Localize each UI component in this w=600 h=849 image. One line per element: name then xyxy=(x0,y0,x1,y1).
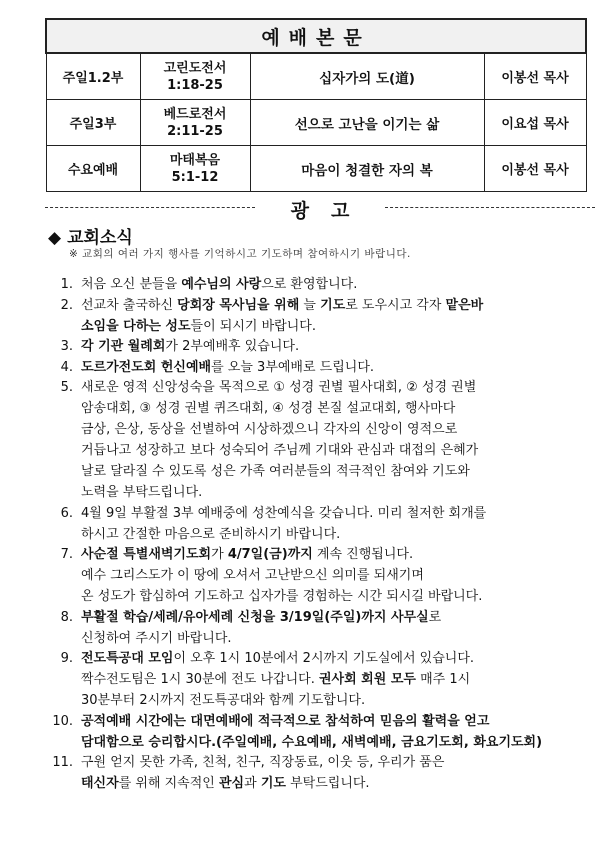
scripture-cell xyxy=(140,53,250,100)
emphasis-text: 4/7일(금)까지 xyxy=(227,547,313,562)
body-text: 부탁드립니다. xyxy=(285,776,370,791)
item-line xyxy=(81,690,474,711)
item-line xyxy=(81,648,474,669)
body-text: 4월 9일 부활절 3부 예배중에 성찬예식을 갖습니다. 미리 철저한 회개를 xyxy=(81,506,487,521)
item-line xyxy=(81,503,486,524)
item-text xyxy=(81,648,474,711)
item-text xyxy=(81,607,441,649)
church-news-title: 교회소식 xyxy=(67,228,133,248)
announcements-title: 광고 xyxy=(290,200,372,222)
item-number: 6. xyxy=(60,506,73,521)
emphasis-text: 관심 xyxy=(219,776,245,791)
scripture-verse: 5:1-12 xyxy=(171,169,219,185)
body-text: 신청하여 주시기 바랍니다. xyxy=(81,631,232,646)
dashed-divider-left xyxy=(45,207,255,208)
announcement-item xyxy=(46,544,594,607)
announcement-item xyxy=(46,295,594,337)
item-line xyxy=(81,544,482,565)
body-text: 30분부터 2시까지 전도특공대와 함께 기도합니다. xyxy=(81,693,366,708)
scripture-book: 베드로전서 xyxy=(163,106,227,122)
body-text: 온 성도가 합심하여 기도하고 십자가를 경험하는 시간 되시길 바랍니다. xyxy=(81,589,483,604)
body-text: 가 xyxy=(211,547,228,562)
preacher-name: 이봉선 목사 xyxy=(484,146,586,192)
body-text: 매주 1시 xyxy=(415,672,471,687)
body-text: 늘 xyxy=(299,298,321,313)
sermon-row xyxy=(46,100,586,146)
church-news-heading xyxy=(48,223,133,248)
announcement-item xyxy=(46,503,594,545)
scripture-cell xyxy=(140,146,250,192)
body-text: 가 2부예배후 있습니다. xyxy=(165,339,300,354)
item-text xyxy=(81,295,483,337)
announcement-item xyxy=(46,336,594,357)
item-number: 3. xyxy=(60,339,73,354)
emphasis-text: 전도특공대 모임 xyxy=(81,651,174,666)
item-number: 2. xyxy=(60,298,73,313)
item-text xyxy=(81,336,299,357)
announcement-item xyxy=(46,377,594,503)
announcement-item xyxy=(46,711,594,753)
scripture-verse: 2:11-25 xyxy=(167,123,223,139)
announcement-item xyxy=(46,752,594,794)
item-line xyxy=(81,607,441,628)
body-text: 를 위해 지속적인 xyxy=(118,776,219,791)
item-line xyxy=(81,419,478,440)
item-line xyxy=(81,482,478,503)
body-text: 처음 오신 분들을 xyxy=(81,277,182,292)
body-text: 계속 진행됩니다. xyxy=(312,547,414,562)
service-name: 주일1.2부 xyxy=(46,53,140,100)
item-text xyxy=(81,377,478,503)
item-number: 7. xyxy=(60,547,73,562)
item-number: 9. xyxy=(60,651,73,666)
dashed-divider-right xyxy=(385,207,595,208)
item-line xyxy=(81,295,483,316)
scripture-verse: 1:18-25 xyxy=(167,77,223,93)
item-line xyxy=(81,357,374,378)
item-line xyxy=(81,274,357,295)
item-line xyxy=(81,398,478,419)
announcement-item xyxy=(46,274,594,295)
emphasis-text: 기도 xyxy=(320,298,346,313)
emphasis-text: 부활절 학습/세례/유아세례 신청을 3/19일(주일)까지 사무실 xyxy=(81,610,429,625)
body-text: 들이 되시기 바랍니다. xyxy=(190,319,316,334)
scripture-book: 마태복음 xyxy=(169,152,221,168)
preacher-name: 이요섭 목사 xyxy=(484,100,586,146)
body-text: 으로 환영합니다. xyxy=(261,277,358,292)
emphasis-text: 당회장 목사님을 위해 xyxy=(177,298,300,313)
emphasis-text: 권사회 회원 모두 xyxy=(318,672,416,687)
announcement-item xyxy=(46,607,594,649)
body-text: 하시고 간절한 마음으로 준비하시기 바랍니다. xyxy=(81,527,341,542)
emphasis-text: 각 기관 월례회 xyxy=(81,339,166,354)
item-line xyxy=(81,565,482,586)
body-text: 이 오후 1시 10분에서 2시까지 기도실에서 있습니다. xyxy=(173,651,475,666)
body-text: 새로운 영적 신앙성숙을 목적으로 ① 성경 권별 필사대회, ② 성경 권별 xyxy=(81,380,477,395)
item-text xyxy=(81,274,357,295)
announcement-item xyxy=(46,357,594,378)
sermon-table-header: 예배본문 xyxy=(46,19,586,53)
diamond-bullet-icon: ◆ xyxy=(48,228,62,248)
item-line xyxy=(81,586,482,607)
body-text: 거듭나고 성장하고 보다 성숙되어 주님께 기대와 관심과 대접의 은혜가 xyxy=(81,443,479,458)
body-text: 로 도우시고 각자 xyxy=(345,298,446,313)
item-line xyxy=(81,377,478,398)
item-line xyxy=(81,669,474,690)
service-name: 수요예배 xyxy=(46,146,140,192)
body-text: 금상, 은상, 동상을 선별하여 시상하겠으니 각자의 신앙이 영적으로 xyxy=(81,422,458,437)
item-text xyxy=(81,544,482,607)
body-text: 구원 얻지 못한 가족, 친척, 친구, 직장동료, 이웃 등, 우리가 품은 xyxy=(81,755,445,770)
service-name: 주일3부 xyxy=(46,100,140,146)
body-text: 예수 그리스도가 이 땅에 오셔서 고난받으신 의미를 되새기며 xyxy=(81,568,424,583)
emphasis-text: 태신자 xyxy=(81,776,119,791)
body-text: 로 xyxy=(428,610,442,625)
announcements-header xyxy=(45,196,585,222)
sermon-title: 십자가의 도(道) xyxy=(250,53,484,100)
item-number: 8. xyxy=(60,610,73,625)
item-line xyxy=(81,461,478,482)
item-number: 1. xyxy=(60,277,73,292)
body-text: 암송대회, ③ 성경 권별 퀴즈대회, ④ 성경 본질 설교대회, 행사마다 xyxy=(81,401,456,416)
item-text xyxy=(81,357,374,378)
sermon-row xyxy=(46,146,586,192)
item-number: 11. xyxy=(52,755,73,770)
item-number: 5. xyxy=(60,380,73,395)
sermon-row xyxy=(46,53,586,100)
body-text: 노력을 부탁드립니다. xyxy=(81,485,203,500)
emphasis-text: 기도 xyxy=(260,776,286,791)
item-text xyxy=(81,711,542,753)
church-news-note: ※ 교회의 여러 가지 행사를 기억하시고 기도하며 참여하시기 바랍니다. xyxy=(69,248,411,260)
item-line xyxy=(81,711,542,732)
preacher-name: 이봉선 목사 xyxy=(484,53,586,100)
emphasis-text: 예수님의 사랑 xyxy=(181,277,262,292)
body-text: 날로 달라질 수 있도록 성은 가족 여러분들의 적극적인 참여와 기도와 xyxy=(81,464,470,479)
item-number: 10. xyxy=(52,714,73,729)
item-text xyxy=(81,503,486,545)
item-line xyxy=(81,752,444,773)
body-text: 를 오늘 3부예배로 드립니다. xyxy=(211,360,375,375)
item-line xyxy=(81,316,483,337)
item-line xyxy=(81,440,478,461)
scripture-cell xyxy=(140,100,250,146)
body-text: 짝수전도팀은 1시 30분에 전도 나갑니다. xyxy=(81,672,319,687)
sermon-title: 마음이 청결한 자의 복 xyxy=(250,146,484,192)
body-text: 선교차 출국하신 xyxy=(81,298,178,313)
emphasis-text: 사순절 특별새벽기도회 xyxy=(81,547,212,562)
body-text: 과 xyxy=(244,776,261,791)
item-line xyxy=(81,732,542,753)
item-number: 4. xyxy=(60,360,73,375)
sermon-table xyxy=(45,18,587,192)
emphasis-text: 도르가전도회 헌신예배 xyxy=(81,360,212,375)
scripture-book: 고린도전서 xyxy=(163,60,227,76)
item-line xyxy=(81,628,441,649)
emphasis-text: 소임을 다하는 성도 xyxy=(81,319,191,334)
item-line xyxy=(81,773,444,794)
emphasis-text: 맡은바 xyxy=(445,298,484,313)
item-line xyxy=(81,336,299,357)
item-text xyxy=(81,752,444,794)
item-line xyxy=(81,524,486,545)
announcement-item xyxy=(46,648,594,711)
emphasis-text: 공적예배 시간에는 대면예배에 적극적으로 참석하여 믿음의 활력을 얻고 xyxy=(81,714,490,729)
sermon-title: 선으로 고난을 이기는 삶 xyxy=(250,100,484,146)
emphasis-text: 담대함으로 승리합시다.(주일예배, 수요예배, 새벽예배, 금요기도회, 화요기도회) xyxy=(81,735,543,750)
